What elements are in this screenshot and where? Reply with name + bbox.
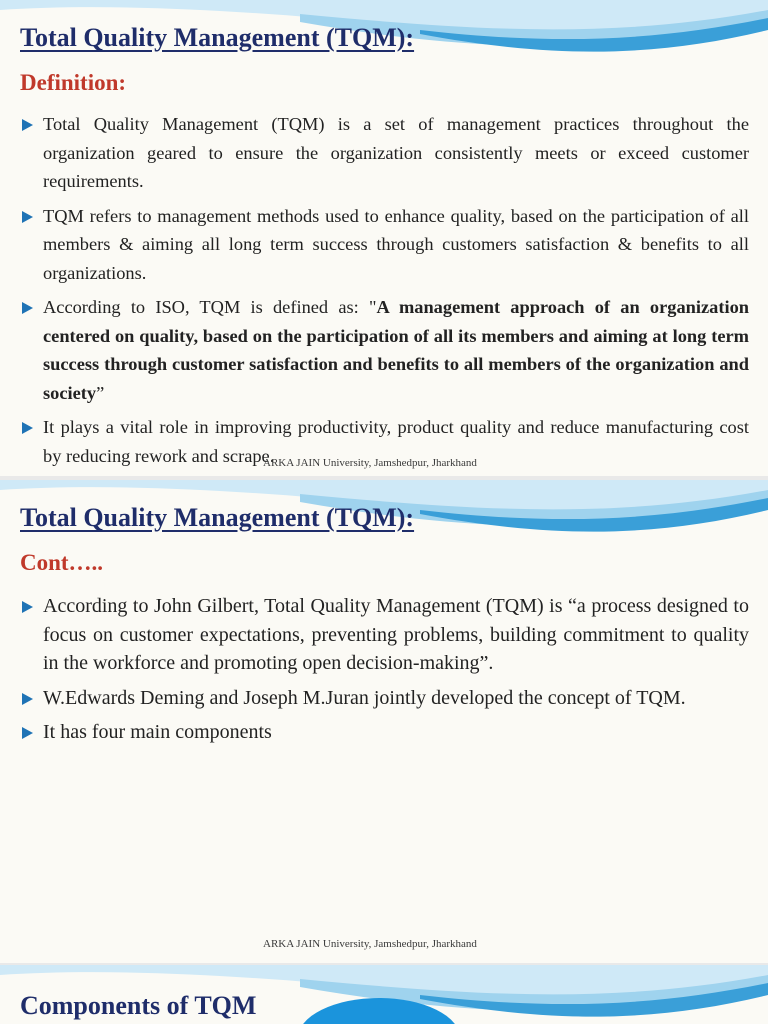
bullet-item (22, 592, 749, 678)
bullet-text: W.Edwards Deming and Joseph M.Juran jointly developed the concept of TQM. (43, 686, 686, 709)
slide-footer: ARKA JAIN University, Jamshedpur, Jharkhand (263, 457, 477, 469)
arrow-bullet-icon (22, 211, 33, 223)
bullet-text-end: ” (96, 382, 105, 403)
bullet-text: According to John Gilbert, Total Quality Management (TQM) is “a process designed to focus on customer expectations, preventing problems, building commitment to quality in the workforce and promoting open decision-making”. (43, 595, 749, 674)
slide-subtitle: Cont….. (20, 550, 104, 575)
slide-footer: ARKA JAIN University, Jamshedpur, Jharkhand (263, 938, 477, 950)
bullet-item (22, 202, 749, 288)
bullet-list (22, 592, 749, 753)
arrow-bullet-icon (22, 119, 33, 131)
slide-title: Components of TQM (20, 991, 257, 1020)
bullet-list (22, 110, 749, 476)
arrow-bullet-icon (22, 693, 33, 705)
arrow-bullet-icon (22, 302, 33, 314)
bullet-text: Total Quality Management (TQM) is a set of management practices throughout the organization geared to ensure the organization consistently meets or exceed customer requirements. (43, 114, 749, 191)
bullet-item (22, 718, 749, 747)
arrow-bullet-icon (22, 422, 33, 434)
slide-title: Total Quality Management (TQM): (20, 23, 415, 52)
bullet-item (22, 293, 749, 407)
bullet-text: It plays a vital role in improving productivity, product quality and reduce manufacturing cost by reducing rework and scrape. (43, 417, 749, 466)
bullet-item (22, 684, 749, 713)
bullet-text-plain: According to ISO, TQM is defined as: " (43, 297, 377, 317)
slide-title: Total Quality Management (TQM): (20, 503, 415, 532)
bullet-text: TQM refers to management methods used to enhance quality, based on the participation of all members & aiming all long term success through customers satisfaction & benefits to all organizations. (43, 205, 749, 283)
arrow-bullet-icon (22, 727, 33, 739)
bullet-text: It has four main components (43, 721, 272, 743)
arrow-bullet-icon (22, 601, 33, 613)
slide-cont (0, 480, 768, 963)
bullet-item (22, 110, 749, 196)
slide-definition (0, 0, 768, 476)
slide-subtitle: Definition: (20, 70, 127, 95)
bullet-text-bold-quote: A management approach of an organization centered on quality, based on the participation of all its members and aiming at long term success through customer satisfaction and benefits to all members of the organization and society (43, 297, 749, 403)
slide-components (0, 965, 768, 1024)
